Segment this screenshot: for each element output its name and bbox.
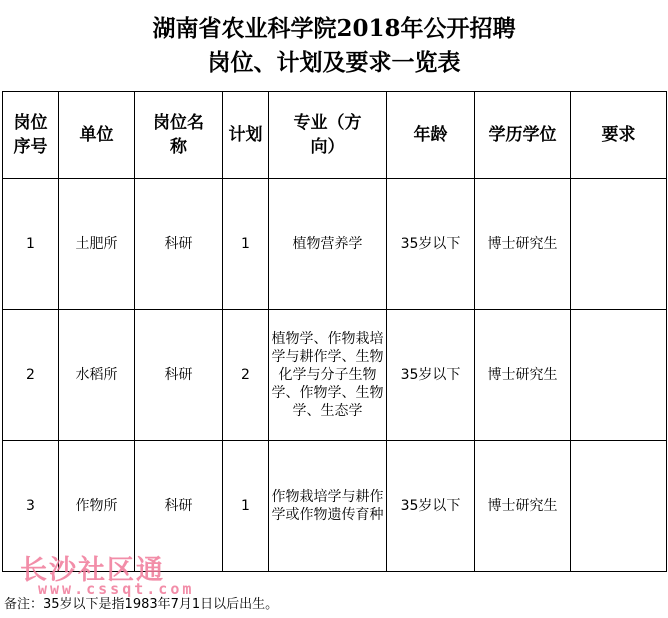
title-line-2: 岗位、计划及要求一览表 xyxy=(207,49,461,76)
header-req: 要求 xyxy=(571,92,667,179)
watermark-logo: 长沙社区通 xyxy=(20,555,165,586)
cell-major: 植物营养学 xyxy=(269,179,387,310)
table-row xyxy=(3,310,667,441)
cell-age: 35岁以下 xyxy=(387,179,475,310)
watermark-url: www.cssqt.com xyxy=(38,580,195,598)
header-post: 岗位名称 xyxy=(135,92,223,179)
header-degree: 学历学位 xyxy=(475,92,571,179)
cell-post: 科研 xyxy=(135,179,223,310)
cell-post: 科研 xyxy=(135,441,223,572)
title-line-1: 湖南省农业科学院2018年公开招聘 xyxy=(152,15,516,42)
cell-seq: 1 xyxy=(3,179,59,310)
table-row xyxy=(3,179,667,310)
header-seq: 岗位序号 xyxy=(3,92,59,179)
cell-plan: 2 xyxy=(223,310,269,441)
header-plan: 计划 xyxy=(223,92,269,179)
cell-degree: 博士研究生 xyxy=(475,310,571,441)
cell-age: 35岁以下 xyxy=(387,310,475,441)
cell-degree: 博士研究生 xyxy=(475,441,571,572)
cell-req xyxy=(571,179,667,310)
cell-unit: 土肥所 xyxy=(59,179,135,310)
document-title xyxy=(0,12,668,80)
cell-req xyxy=(571,441,667,572)
cell-unit: 作物所 xyxy=(59,441,135,572)
cell-age: 35岁以下 xyxy=(387,441,475,572)
cell-plan: 1 xyxy=(223,441,269,572)
cell-degree: 博士研究生 xyxy=(475,179,571,310)
recruitment-table xyxy=(2,91,667,572)
cell-req xyxy=(571,310,667,441)
cell-major: 作物栽培学与耕作学或作物遗传育种 xyxy=(269,441,387,572)
cell-seq: 3 xyxy=(3,441,59,572)
header-row xyxy=(3,92,667,179)
cell-seq: 2 xyxy=(3,310,59,441)
footnote: 备注：35岁以下是指1983年7月1日以后出生。 xyxy=(4,597,279,612)
header-unit: 单位 xyxy=(59,92,135,179)
header-major: 专业（方向） xyxy=(269,92,387,179)
cell-post: 科研 xyxy=(135,310,223,441)
cell-unit: 水稻所 xyxy=(59,310,135,441)
cell-major: 植物学、作物栽培学与耕作学、生物化学与分子生物学、作物学、生物学、生态学 xyxy=(269,310,387,441)
cell-plan: 1 xyxy=(223,179,269,310)
header-age: 年龄 xyxy=(387,92,475,179)
